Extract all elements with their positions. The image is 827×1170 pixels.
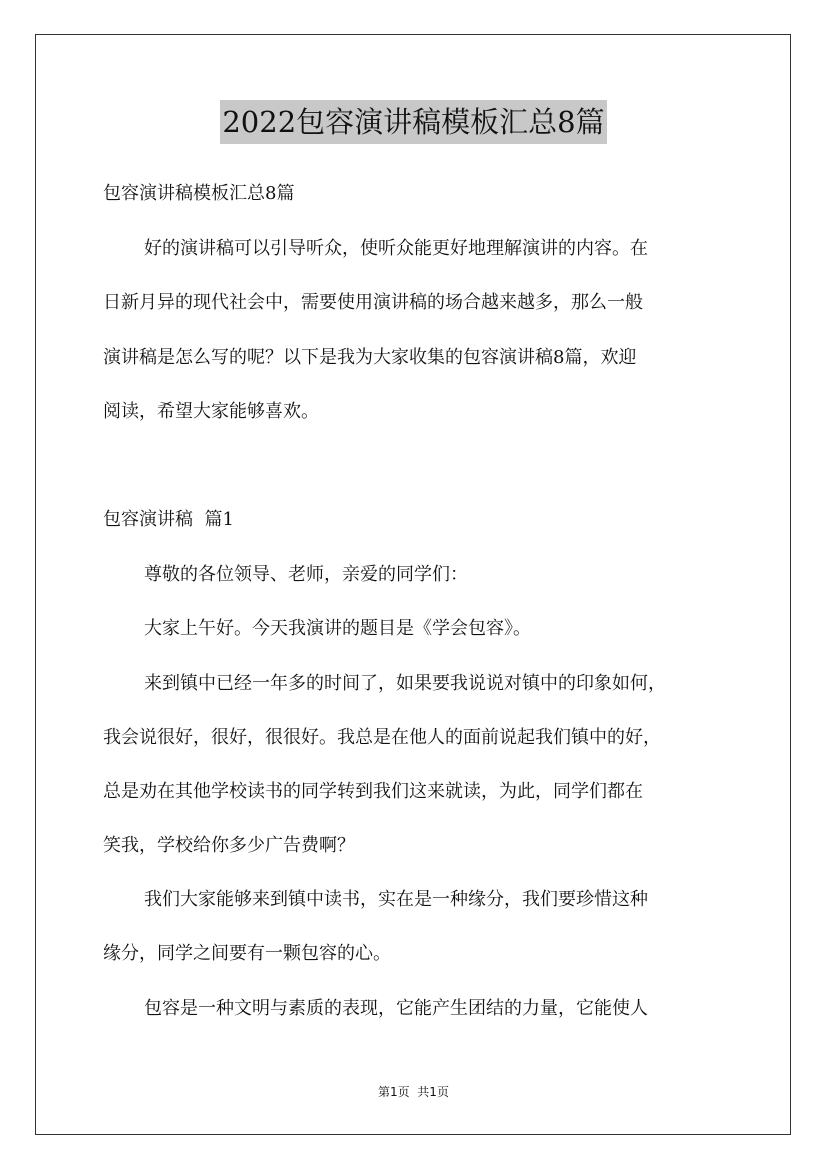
section-heading: 包容演讲稿 篇1 bbox=[103, 509, 234, 530]
body-line-5: 总是劝在其他学校读书的同学转到我们这来就读，为此，同学们都在 bbox=[103, 781, 643, 802]
body-line-4: 我会说很好，很好，很很好。我总是在他人的面前说起我们镇中的好， bbox=[103, 727, 661, 748]
document-title: 2022包容演讲稿模板汇总8篇 bbox=[220, 100, 606, 144]
body-line-1: 尊敬的各位领导、老师，亲爱的同学们： bbox=[144, 564, 468, 585]
body-line-6: 笑我，学校给你多少广告费啊？ bbox=[103, 835, 355, 856]
page-footer: 第1页 共1页 bbox=[378, 1085, 449, 1099]
body-line-9: 包容是一种文明与素质的表现，它能产生团结的力量，它能使人 bbox=[144, 998, 648, 1019]
intro-line-2: 日新月异的现代社会中，需要使用演讲稿的场合越来越多，那么一般 bbox=[103, 292, 643, 313]
intro-line-4: 阅读，希望大家能够喜欢。 bbox=[103, 401, 319, 422]
intro-line-3: 演讲稿是怎么写的呢？以下是我为大家收集的包容演讲稿8篇，欢迎 bbox=[103, 347, 637, 368]
body-line-2: 大家上午好。今天我演讲的题目是《学会包容》。 bbox=[144, 618, 531, 639]
body-line-8: 缘分，同学之间要有一颗包容的心。 bbox=[103, 943, 391, 964]
title-container bbox=[0, 100, 827, 144]
document-subtitle: 包容演讲稿模板汇总8篇 bbox=[103, 183, 295, 204]
body-line-7: 我们大家能够来到镇中读书，实在是一种缘分，我们要珍惜这种 bbox=[144, 889, 648, 910]
intro-line-1: 好的演讲稿可以引导听众，使听众能更好地理解演讲的内容。在 bbox=[144, 238, 648, 259]
body-line-3: 来到镇中已经一年多的时间了，如果要我说说对镇中的印象如何， bbox=[144, 673, 666, 694]
